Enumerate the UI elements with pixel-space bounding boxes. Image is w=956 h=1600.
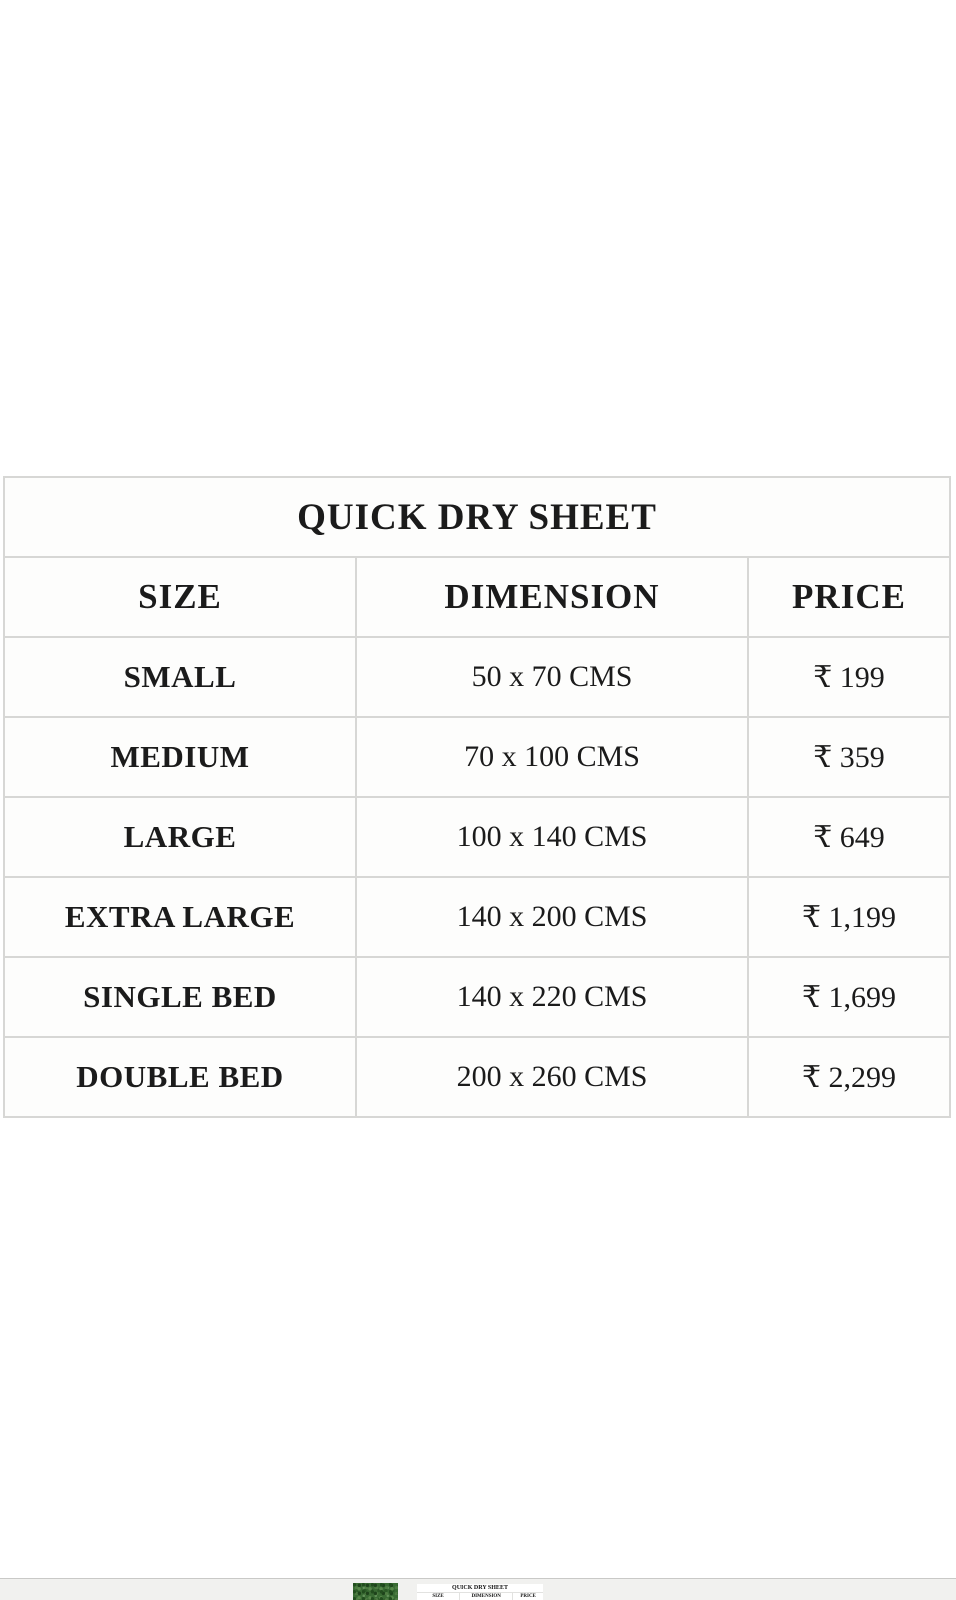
column-header-size: SIZE bbox=[4, 557, 356, 637]
size-cell: SINGLE BED bbox=[4, 957, 356, 1037]
table-row bbox=[4, 717, 950, 797]
dimension-cell: 140 x 200 CMS bbox=[356, 877, 748, 957]
thumbnail-chart-header bbox=[417, 1593, 543, 1600]
table-row bbox=[4, 1037, 950, 1117]
size-cell: DOUBLE BED bbox=[4, 1037, 356, 1117]
price-cell: ₹ 359 bbox=[748, 717, 950, 797]
thumbnail-col-dimension: DIMENSION bbox=[460, 1593, 513, 1600]
price-cell: ₹ 1,199 bbox=[748, 877, 950, 957]
column-header-dimension: DIMENSION bbox=[356, 557, 748, 637]
dimension-cell: 100 x 140 CMS bbox=[356, 797, 748, 877]
column-header-price: PRICE bbox=[748, 557, 950, 637]
thumbnail-col-price: PRICE bbox=[520, 1594, 536, 1599]
price-cell: ₹ 199 bbox=[748, 637, 950, 717]
dimension-cell: 50 x 70 CMS bbox=[356, 637, 748, 717]
header-row bbox=[4, 557, 950, 637]
dimension-cell: 200 x 260 CMS bbox=[356, 1037, 748, 1117]
size-cell: LARGE bbox=[4, 797, 356, 877]
size-cell: SMALL bbox=[4, 637, 356, 717]
dimension-cell: 70 x 100 CMS bbox=[356, 717, 748, 797]
price-cell: ₹ 1,699 bbox=[748, 957, 950, 1037]
table-row bbox=[4, 797, 950, 877]
size-chart-title: QUICK DRY SHEET bbox=[4, 477, 950, 557]
dimension-cell: 140 x 220 CMS bbox=[356, 957, 748, 1037]
size-cell: MEDIUM bbox=[4, 717, 356, 797]
price-cell: ₹ 649 bbox=[748, 797, 950, 877]
product-photo-thumbnail[interactable] bbox=[353, 1583, 398, 1600]
title-row bbox=[4, 477, 950, 557]
thumbnail-strip bbox=[0, 1578, 956, 1600]
size-cell: EXTRA LARGE bbox=[4, 877, 356, 957]
thumbnail-col-size: SIZE bbox=[417, 1593, 460, 1600]
price-cell: ₹ 2,299 bbox=[748, 1037, 950, 1117]
main-product-image[interactable] bbox=[3, 476, 951, 1118]
table-row bbox=[4, 957, 950, 1037]
table-row bbox=[4, 637, 950, 717]
thumbnail-chart-title: QUICK DRY SHEET bbox=[417, 1584, 543, 1593]
table-row bbox=[4, 877, 950, 957]
size-chart-table bbox=[3, 476, 951, 1118]
size-chart-thumbnail[interactable] bbox=[417, 1584, 543, 1600]
